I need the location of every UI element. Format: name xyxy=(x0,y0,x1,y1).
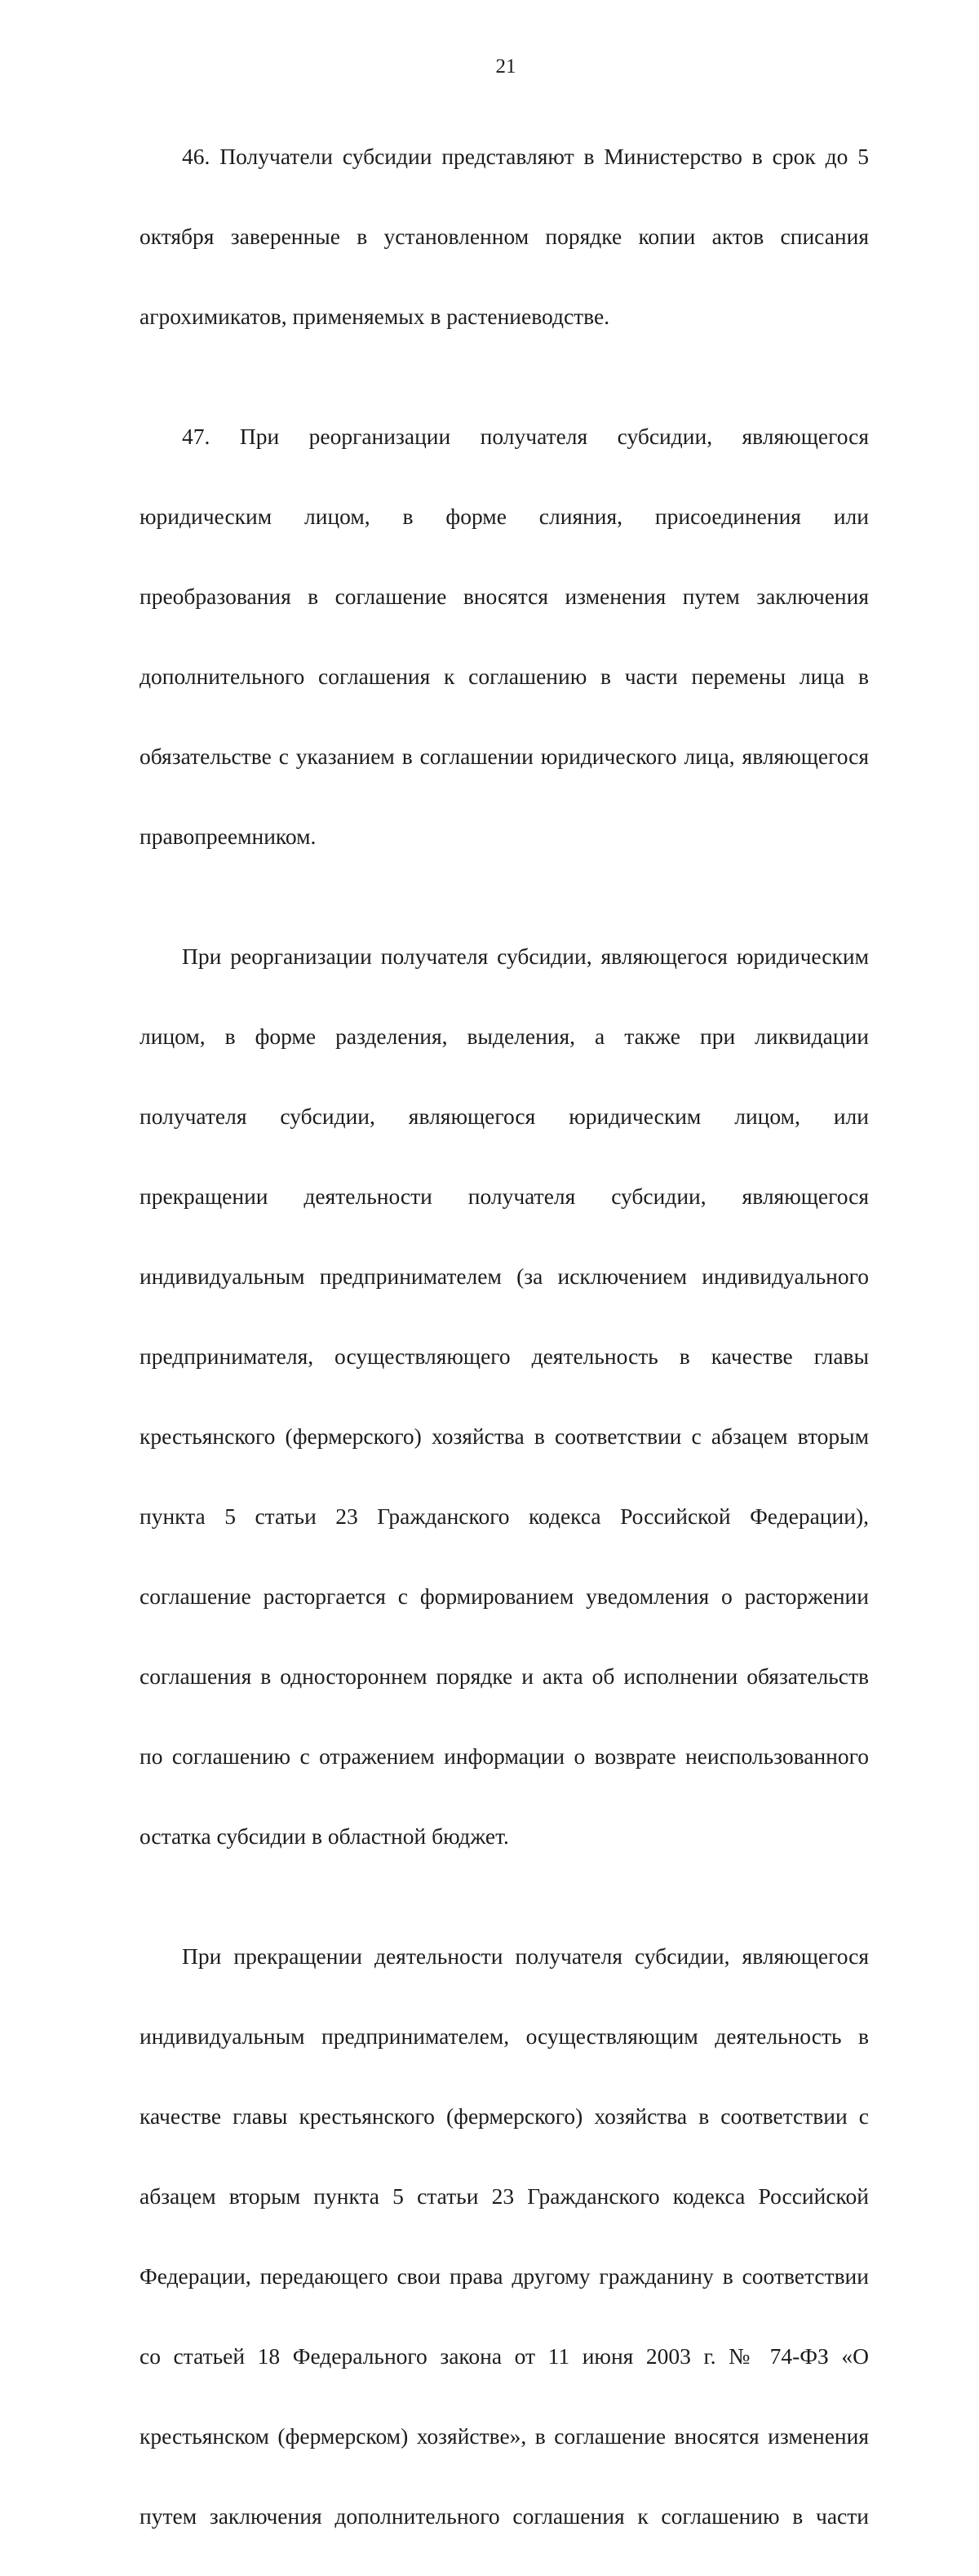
text-line: качестве главы крестьянского (фермерского) хозяйства в соответствии с xyxy=(140,2103,869,2129)
text-line: преобразования в соглашение вносятся изменения путем заключения xyxy=(140,584,869,609)
text-line: получателя субсидии, являющегося юридическим лицом, или xyxy=(140,1104,869,1129)
text-line: юридическим лицом, в форме слияния, присоединения или xyxy=(140,504,869,529)
text-line: лицом, в форме разделения, выделения, а также при ликвидации xyxy=(140,1024,869,1049)
text-line: абзацем вторым пункта 5 статьи 23 Гражданского кодекса Российской xyxy=(140,2183,869,2209)
text-line: крестьянского (фермерского) хозяйства в соответствии с абзацем вторым xyxy=(140,1423,869,1449)
paragraph-47 xyxy=(140,376,869,896)
text-line: предпринимателя, осуществляющего деятельность в качестве главы xyxy=(140,1344,869,1369)
text-line: путем заключения дополнительного соглашения к соглашению в части xyxy=(140,2503,869,2529)
text-line: прекращении деятельности получателя субсидии, являющегося xyxy=(140,1184,869,1209)
document-body xyxy=(140,96,869,2576)
text-line: обязательстве с указанием в соглашении юридического лица, являющегося xyxy=(140,744,869,769)
text-line: по соглашению с отражением информации о возврате неиспользованного xyxy=(140,1743,869,1769)
text-line: правопреемником. xyxy=(140,824,317,849)
page-number: 21 xyxy=(495,56,516,78)
text-line: индивидуальным предпринимателем, осуществляющим деятельность в xyxy=(140,2023,869,2049)
paragraph-46 xyxy=(140,96,869,376)
text-line: При реорганизации получателя субсидии, являющегося юридическим xyxy=(182,944,869,969)
paragraph-termination xyxy=(140,1896,869,2576)
paragraph-reorganization xyxy=(140,896,869,1896)
text-line: соглашения в одностороннем порядке и акта об исполнении обязательств xyxy=(140,1663,869,1689)
text-line: индивидуальным предпринимателем (за исключением индивидуального xyxy=(140,1264,869,1289)
text-line: со статьей 18 Федерального закона от 11 июня 2003 г. № 74-ФЗ «О xyxy=(140,2343,869,2369)
text-line: агрохимикатов, применяемых в растениеводстве. xyxy=(140,304,610,329)
text-line: октября заверенные в установленном порядке копии актов списания xyxy=(140,224,869,249)
text-line: 46. Получатели субсидии представляют в Министерство в срок до 5 xyxy=(182,144,869,169)
text-line: пункта 5 статьи 23 Гражданского кодекса Российской Федерации), xyxy=(140,1503,869,1529)
text-line: Федерации, передающего свои права другому гражданину в соответствии xyxy=(140,2263,869,2289)
text-line: соглашение расторгается с формированием уведомления о расторжении xyxy=(140,1583,869,1609)
text-line: 47. При реорганизации получателя субсидии, являющегося xyxy=(182,424,869,449)
text-line: остатка субсидии в областной бюджет. xyxy=(140,1823,509,1849)
text-line: При прекращении деятельности получателя субсидии, являющегося xyxy=(182,1943,869,1969)
text-line: крестьянском (фермерском) хозяйстве», в соглашение вносятся изменения xyxy=(140,2423,869,2449)
text-line: дополнительного соглашения к соглашению в части перемены лица в xyxy=(140,664,869,689)
